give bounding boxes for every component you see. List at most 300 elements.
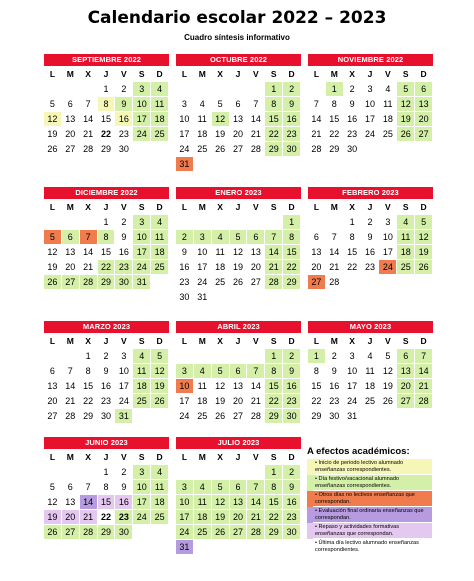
day-cell: 22: [344, 260, 362, 275]
day-cell: 26: [415, 260, 433, 275]
day-cell: 18: [133, 379, 151, 394]
day-cell: 19: [44, 260, 62, 275]
day-cell: 3: [176, 97, 194, 112]
day-cell: 19: [212, 394, 230, 409]
day-cell: 5: [44, 97, 62, 112]
day-cell: 5: [44, 480, 62, 495]
day-cell: 2: [344, 82, 362, 97]
weekday-label: J: [98, 449, 116, 465]
day-cell: 7: [247, 364, 265, 379]
day-cell: 28: [247, 409, 265, 424]
day-cell: 16: [344, 112, 362, 127]
day-cell: 20: [230, 394, 248, 409]
weekday-label: M: [194, 199, 212, 215]
month-7: [44, 321, 169, 424]
day-cell: 8: [80, 364, 98, 379]
day-cell: 25: [151, 510, 169, 525]
day-cell: 7: [247, 480, 265, 495]
day-cell: 4: [133, 349, 151, 364]
day-cell: 2: [115, 465, 133, 480]
month-9: [308, 321, 433, 424]
day-cell: 13: [230, 379, 248, 394]
month-header: SEPTIEMBRE 2022: [44, 54, 169, 66]
day-cell: 29: [80, 409, 98, 424]
empty-cell: [415, 275, 433, 290]
legend-item: [307, 475, 432, 491]
day-cell: 9: [98, 364, 116, 379]
weekday-label: S: [265, 449, 283, 465]
empty-cell: [362, 275, 380, 290]
day-cell: 2: [283, 349, 301, 364]
weekday-label: J: [230, 199, 248, 215]
day-cell: 14: [62, 379, 80, 394]
day-cell: 21: [415, 379, 433, 394]
weekday-label: M: [62, 66, 80, 82]
weekday-label: D: [151, 333, 169, 349]
day-cell: 8: [283, 230, 301, 245]
empty-cell: [151, 525, 169, 540]
day-cell: 5: [151, 349, 169, 364]
day-cell: 6: [230, 97, 248, 112]
day-cell: 21: [326, 260, 344, 275]
day-cell: 5: [415, 215, 433, 230]
day-cell: 12: [151, 364, 169, 379]
day-cell: 12: [397, 97, 415, 112]
empty-cell: [212, 465, 230, 480]
weekday-label: M: [326, 199, 344, 215]
day-cell: 1: [265, 465, 283, 480]
day-cell: 21: [247, 394, 265, 409]
empty-cell: [230, 290, 248, 305]
day-cell: 22: [98, 260, 116, 275]
day-cell: 4: [151, 215, 169, 230]
day-cell: 21: [247, 127, 265, 142]
weekday-label: S: [133, 66, 151, 82]
weekday-label: X: [212, 333, 230, 349]
empty-cell: [415, 142, 433, 157]
weekday-label: X: [212, 66, 230, 82]
weekday-label: D: [283, 449, 301, 465]
empty-cell: [62, 215, 80, 230]
day-cell: 26: [379, 394, 397, 409]
day-cell: 28: [326, 275, 344, 290]
weekday-label: M: [194, 449, 212, 465]
day-cell: 15: [98, 245, 116, 260]
day-cell: 24: [176, 525, 194, 540]
day-cell: 1: [80, 349, 98, 364]
day-cell: 18: [379, 112, 397, 127]
day-cell: 24: [133, 127, 151, 142]
empty-cell: [230, 157, 248, 172]
empty-cell: [283, 157, 301, 172]
day-cell: 4: [212, 230, 230, 245]
empty-cell: [265, 290, 283, 305]
day-cell: 28: [265, 275, 283, 290]
day-cell: 1: [265, 349, 283, 364]
month-header: OCTUBRE 2022: [176, 54, 301, 66]
day-cell: 8: [98, 97, 116, 112]
weekday-label: L: [44, 449, 62, 465]
day-cell: 27: [230, 409, 248, 424]
day-cell: 29: [98, 275, 116, 290]
day-cell: 22: [80, 394, 98, 409]
day-cell: 3: [176, 364, 194, 379]
month-1: [44, 54, 169, 157]
empty-cell: [212, 82, 230, 97]
day-cell: 3: [194, 230, 212, 245]
day-cell: 21: [80, 127, 98, 142]
day-cell: 9: [283, 480, 301, 495]
day-cell: 6: [62, 230, 80, 245]
weekday-label: L: [176, 333, 194, 349]
day-cell: 27: [44, 409, 62, 424]
empty-cell: [308, 215, 326, 230]
day-cell: 20: [62, 260, 80, 275]
day-cell: 24: [379, 260, 397, 275]
day-cell: 14: [80, 245, 98, 260]
empty-cell: [194, 349, 212, 364]
day-cell: 20: [230, 127, 248, 142]
day-cell: 6: [397, 349, 415, 364]
weekday-label: M: [62, 333, 80, 349]
empty-cell: [247, 82, 265, 97]
weekday-label: X: [344, 333, 362, 349]
day-cell: 1: [265, 82, 283, 97]
weekday-label: V: [115, 449, 133, 465]
day-cell: 7: [80, 97, 98, 112]
day-cell: 3: [133, 215, 151, 230]
day-cell: 18: [151, 245, 169, 260]
day-cell: 19: [212, 510, 230, 525]
day-cell: 9: [115, 230, 133, 245]
empty-cell: [151, 409, 169, 424]
day-cell: 4: [194, 97, 212, 112]
empty-cell: [44, 82, 62, 97]
day-cell: 30: [176, 290, 194, 305]
day-cell: 26: [44, 275, 62, 290]
day-cell: 21: [80, 260, 98, 275]
page-title: Calendario escolar 2022 – 2023: [87, 8, 387, 28]
day-cell: 12: [44, 245, 62, 260]
weekday-label: L: [176, 449, 194, 465]
legend-item: [307, 507, 432, 523]
day-cell: 22: [98, 127, 116, 142]
day-cell: 22: [308, 394, 326, 409]
day-cell: 20: [247, 260, 265, 275]
weekday-label: D: [415, 199, 433, 215]
day-cell: 7: [247, 97, 265, 112]
day-cell: 11: [397, 230, 415, 245]
empty-cell: [62, 465, 80, 480]
weekday-label: S: [133, 199, 151, 215]
day-cell: 5: [212, 480, 230, 495]
weekday-label: V: [247, 66, 265, 82]
month-2: [176, 54, 301, 172]
day-cell: 2: [283, 82, 301, 97]
day-cell: 29: [265, 525, 283, 540]
day-cell: 4: [194, 480, 212, 495]
day-cell: 5: [379, 349, 397, 364]
day-cell: 24: [176, 142, 194, 157]
weekday-label: J: [98, 333, 116, 349]
day-cell: 7: [415, 349, 433, 364]
month-header: JULIO 2023: [176, 437, 301, 449]
month-header: FEBRERO 2023: [308, 187, 433, 199]
day-cell: 31: [344, 409, 362, 424]
day-cell: 30: [344, 142, 362, 157]
day-cell: 12: [212, 379, 230, 394]
weekday-label: D: [151, 66, 169, 82]
day-cell: 25: [194, 525, 212, 540]
empty-cell: [212, 290, 230, 305]
day-cell: 20: [230, 510, 248, 525]
weekday-label: D: [283, 333, 301, 349]
day-cell: 12: [379, 364, 397, 379]
empty-cell: [230, 540, 248, 555]
day-cell: 19: [230, 260, 248, 275]
empty-cell: [133, 142, 151, 157]
day-cell: 11: [151, 480, 169, 495]
legend-item: [307, 523, 432, 539]
day-cell: 13: [308, 245, 326, 260]
day-cell: 19: [151, 379, 169, 394]
day-cell: 8: [326, 97, 344, 112]
day-cell: 19: [379, 379, 397, 394]
day-cell: 15: [80, 379, 98, 394]
day-cell: 3: [379, 215, 397, 230]
day-cell: 23: [283, 394, 301, 409]
day-cell: 9: [283, 97, 301, 112]
day-cell: 24: [362, 127, 380, 142]
day-cell: 15: [326, 112, 344, 127]
day-cell: 22: [265, 510, 283, 525]
weekday-label: V: [379, 333, 397, 349]
day-cell: 12: [212, 112, 230, 127]
day-cell: 18: [151, 495, 169, 510]
legend-text: • Otros días no lectivos enseñanzas que correspondan.: [313, 491, 432, 507]
day-cell: 25: [362, 394, 380, 409]
weekday-label: S: [265, 66, 283, 82]
day-cell: 10: [176, 379, 194, 394]
weekday-label: V: [379, 66, 397, 82]
day-cell: 4: [151, 465, 169, 480]
day-cell: 17: [176, 394, 194, 409]
legend: [307, 446, 432, 555]
day-cell: 17: [362, 112, 380, 127]
day-cell: 26: [44, 525, 62, 540]
day-cell: 14: [308, 112, 326, 127]
empty-cell: [397, 142, 415, 157]
day-cell: 23: [344, 127, 362, 142]
weekday-label: M: [326, 66, 344, 82]
weekday-label: L: [176, 66, 194, 82]
weekday-label: M: [326, 333, 344, 349]
day-cell: 27: [62, 275, 80, 290]
day-cell: 23: [98, 394, 116, 409]
empty-cell: [362, 409, 380, 424]
weekday-label: M: [62, 449, 80, 465]
empty-cell: [194, 540, 212, 555]
day-cell: 5: [44, 230, 62, 245]
day-cell: 19: [397, 112, 415, 127]
empty-cell: [326, 215, 344, 230]
day-cell: 24: [194, 275, 212, 290]
day-cell: 25: [379, 127, 397, 142]
day-cell: 17: [133, 112, 151, 127]
day-cell: 17: [176, 127, 194, 142]
day-cell: 6: [62, 480, 80, 495]
day-cell: 29: [265, 409, 283, 424]
day-cell: 3: [362, 82, 380, 97]
weekday-label: J: [230, 66, 248, 82]
empty-cell: [133, 409, 151, 424]
day-cell: 12: [44, 112, 62, 127]
day-cell: 31: [176, 157, 194, 172]
month-10: [44, 437, 169, 540]
day-cell: 11: [212, 245, 230, 260]
day-cell: 12: [212, 495, 230, 510]
day-cell: 14: [247, 495, 265, 510]
empty-cell: [212, 215, 230, 230]
day-cell: 25: [151, 260, 169, 275]
weekday-label: X: [212, 199, 230, 215]
weekday-label: S: [397, 199, 415, 215]
day-cell: 26: [212, 525, 230, 540]
day-cell: 20: [62, 127, 80, 142]
month-header: MAYO 2023: [308, 321, 433, 333]
month-header: MARZO 2023: [44, 321, 169, 333]
day-cell: 27: [230, 142, 248, 157]
day-cell: 24: [133, 510, 151, 525]
day-cell: 24: [176, 409, 194, 424]
day-cell: 14: [265, 245, 283, 260]
weekday-label: V: [115, 66, 133, 82]
day-cell: 25: [212, 275, 230, 290]
empty-cell: [265, 540, 283, 555]
weekday-label: S: [133, 449, 151, 465]
page-subtitle: Cuadro síntesis informativo: [184, 33, 290, 42]
day-cell: 30: [326, 409, 344, 424]
day-cell: 20: [44, 394, 62, 409]
day-cell: 14: [326, 245, 344, 260]
empty-cell: [265, 215, 283, 230]
month-11: [176, 437, 301, 555]
day-cell: 11: [151, 97, 169, 112]
empty-cell: [230, 465, 248, 480]
empty-cell: [283, 290, 301, 305]
day-cell: 23: [115, 510, 133, 525]
weekday-label: J: [362, 66, 380, 82]
day-cell: 15: [265, 495, 283, 510]
day-cell: 5: [212, 97, 230, 112]
weekday-label: S: [265, 199, 283, 215]
day-cell: 31: [176, 540, 194, 555]
day-cell: 23: [362, 260, 380, 275]
day-cell: 12: [230, 245, 248, 260]
empty-cell: [62, 349, 80, 364]
day-cell: 6: [44, 364, 62, 379]
day-cell: 28: [80, 525, 98, 540]
day-cell: 22: [326, 127, 344, 142]
day-cell: 2: [362, 215, 380, 230]
empty-cell: [212, 349, 230, 364]
weekday-label: V: [115, 333, 133, 349]
legend-text: • Última día lectivo alumnado enseñanzas correspondientes.: [313, 539, 432, 555]
day-cell: 31: [115, 409, 133, 424]
empty-cell: [230, 215, 248, 230]
day-cell: 23: [115, 260, 133, 275]
legend-items: [307, 459, 432, 555]
day-cell: 30: [115, 275, 133, 290]
legend-item: [307, 459, 432, 475]
day-cell: 22: [283, 260, 301, 275]
day-cell: 10: [133, 97, 151, 112]
day-cell: 27: [62, 142, 80, 157]
day-cell: 3: [176, 480, 194, 495]
day-cell: 14: [80, 495, 98, 510]
day-cell: 4: [379, 82, 397, 97]
day-cell: 2: [98, 349, 116, 364]
day-cell: 9: [283, 364, 301, 379]
day-cell: 6: [230, 364, 248, 379]
day-cell: 5: [230, 230, 248, 245]
month-6: [308, 187, 433, 290]
day-cell: 3: [133, 465, 151, 480]
weekday-label: V: [247, 333, 265, 349]
day-cell: 4: [194, 364, 212, 379]
day-cell: 8: [265, 97, 283, 112]
day-cell: 16: [115, 495, 133, 510]
weekday-label: D: [415, 333, 433, 349]
day-cell: 6: [230, 480, 248, 495]
legend-text: • Repaso y actividades formativas enseñanzas que correspondan.: [313, 523, 432, 539]
empty-cell: [194, 465, 212, 480]
day-cell: 25: [133, 394, 151, 409]
day-cell: 22: [265, 394, 283, 409]
empty-cell: [151, 275, 169, 290]
empty-cell: [176, 215, 194, 230]
day-cell: 28: [80, 275, 98, 290]
day-cell: 7: [326, 230, 344, 245]
day-cell: 18: [194, 127, 212, 142]
day-cell: 21: [308, 127, 326, 142]
day-cell: 31: [133, 275, 151, 290]
day-cell: 21: [265, 260, 283, 275]
day-cell: 28: [80, 142, 98, 157]
day-cell: 22: [265, 127, 283, 142]
weekday-label: J: [230, 333, 248, 349]
day-cell: 30: [115, 525, 133, 540]
legend-text: • Día festivo/vacacional alumnado enseñanzas correspondientes.: [313, 475, 432, 491]
day-cell: 17: [133, 245, 151, 260]
day-cell: 8: [308, 364, 326, 379]
day-cell: 29: [98, 142, 116, 157]
day-cell: 16: [115, 112, 133, 127]
month-header: ENERO 2023: [176, 187, 301, 199]
day-cell: 8: [98, 480, 116, 495]
day-cell: 8: [98, 230, 116, 245]
day-cell: 13: [62, 245, 80, 260]
day-cell: 10: [133, 480, 151, 495]
day-cell: 5: [397, 82, 415, 97]
day-cell: 7: [308, 97, 326, 112]
weekday-label: D: [151, 199, 169, 215]
day-cell: 28: [308, 142, 326, 157]
weekday-label: J: [98, 66, 116, 82]
day-cell: 29: [326, 142, 344, 157]
legend-title: A efectos académicos:: [307, 446, 410, 457]
day-cell: 16: [283, 112, 301, 127]
